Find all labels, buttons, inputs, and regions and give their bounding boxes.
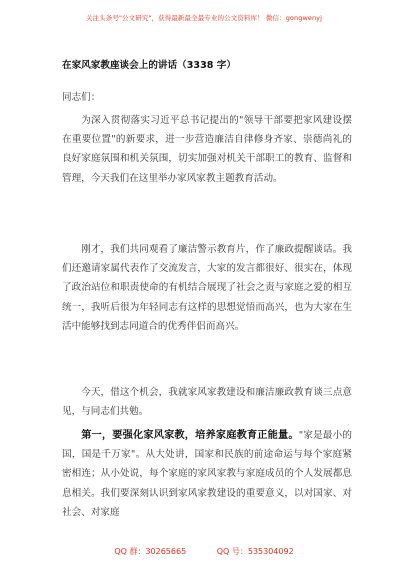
header-banner: 关注头条号"公文研究"，获得最新最全最专业的公文资料库！ 微信：gongwenyj bbox=[85, 14, 323, 22]
document-title: 在家风家教座谈会上的讲话（3338 字） bbox=[62, 60, 236, 71]
footer-qq-group: QQ 群：30265665 bbox=[114, 547, 187, 556]
paragraph-point-1 bbox=[62, 426, 352, 522]
paragraph-3: 今天，借这个机会，我就家风家教建设和廉洁廉政教育谈三点意见，与同志们共勉。 bbox=[62, 387, 352, 418]
point-1-text: "家是最小的国，国是千万家"。从大处讲，国家和民族的前途命运与每个家庭紧密相连；从小处说，每个家庭的家风家教与家庭成员的个人发展都息息相关。我们要深刻认识到家风家教建设的重要意义，以对国家、对社会、对家庭 bbox=[62, 430, 352, 518]
paragraph-1: 为深入贯彻落实习近平总书记提出的"领导干部要把家风建设摆在重要位置"的新要求，进一步营造廉洁自律修身齐家、崇德尚礼的良好家庭氛围和机关氛围，切实加强对机关干部职工的教育、监督和管理，今天我们在这里举办家风家教主题教育活动。 bbox=[62, 115, 352, 184]
point-1-heading: 第一，要强化家风家教，培养家庭教育正能量。 bbox=[81, 429, 299, 441]
paragraph-2: 刚才，我们共同观看了廉洁警示教育片，作了廉政提醒谈话。我们还邀请家属代表作了交流发言，大家的发言都很好、很实在，体现了政治站位和职责使命的有机结合展现了社会之责与家庭之爱的相互统一，我听后很为年轻同志有这样的思想觉悟而高兴，也为大家在生活中能够找到志同道合的优秀伴侣而高兴。 bbox=[62, 244, 352, 332]
footer-qq-number: QQ 号：535304092 bbox=[216, 547, 294, 556]
footer bbox=[0, 546, 408, 557]
greeting: 同志们： bbox=[62, 92, 101, 103]
